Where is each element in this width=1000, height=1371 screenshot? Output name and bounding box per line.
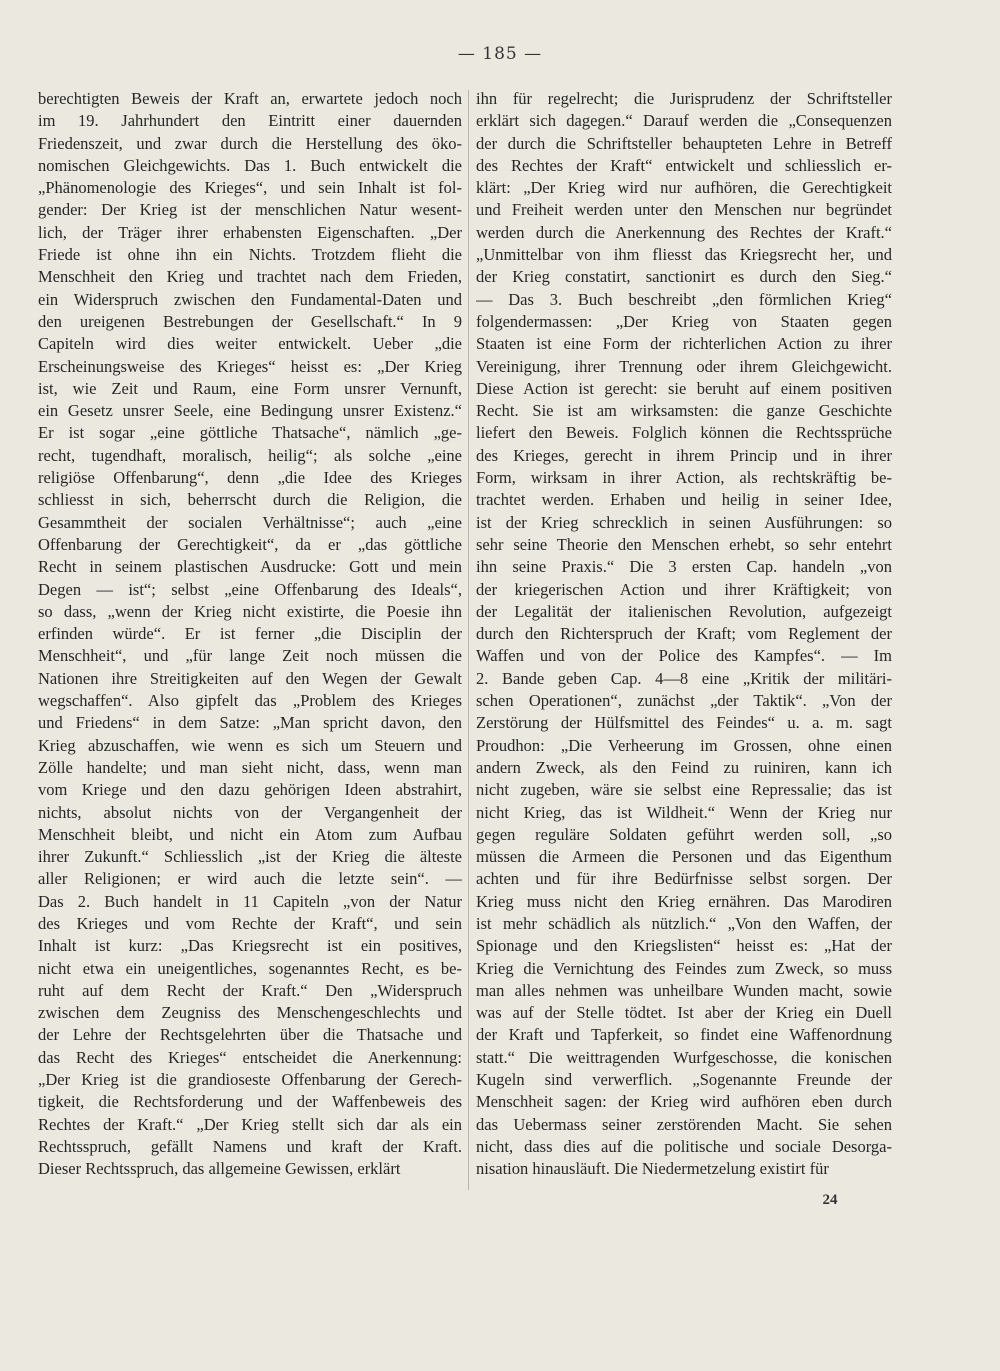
- text-line: „Der Krieg ist die grandioseste Offenbarung der Gerech-: [38, 1070, 462, 1090]
- text-line: andern Zweck, als den Feind zu ruiniren, kann ich: [476, 757, 892, 777]
- page-number: — 185 —: [457, 44, 543, 64]
- text-line: 2. Bande geben Cap. 4—8 eine „Kritik der militäri-: [476, 668, 892, 688]
- text-line: erklärt sich dagegen.“ Darauf werden die „Consequenzen: [476, 111, 892, 131]
- text-line: gender: Der Krieg ist der menschlichen Natur wesent-: [38, 200, 462, 220]
- text-line: der durch die Schriftsteller behaupteten Lehre in Betreff: [476, 133, 892, 153]
- text-line: Das 2. Buch handelt in 11 Capiteln „von der Natur: [38, 891, 462, 911]
- text-line: Dieser Rechtsspruch, das allgemeine Gewissen, erklärt: [38, 1159, 401, 1179]
- text-line: achten und für ihre Bedürfnisse selbst sorgen. Der: [476, 869, 892, 889]
- text-line: nicht etwa ein uneigentliches, sogenanntes Recht, es be-: [38, 958, 462, 978]
- text-line: Nationen ihre Streitigkeiten auf den Wegen der Gewalt: [38, 668, 462, 688]
- text-line: Spionage und den Kriegslisten“ heisst es: „Hat der: [476, 936, 892, 956]
- text-line: ist, wie Zeit und Raum, eine Form unsrer Vernunft,: [38, 378, 462, 398]
- text-line: Friedenszeit, und zwar durch die Herstellung des öko-: [38, 133, 462, 153]
- text-line: nicht zugeben, wäre sie selbst eine Repressalie; das ist: [476, 780, 892, 800]
- text-line: — Das 3. Buch beschreibt „den förmlichen Krieg“: [476, 289, 892, 309]
- text-line: Vereinigung, ihrer Trennung oder ihrem Gleichgewicht.: [476, 356, 892, 376]
- text-line: Menschheit bleibt, und nicht ein Atom zum Aufbau: [38, 824, 462, 844]
- text-line: Zerstörung der Hülfsmittel des Feindes“ u. a. m. sagt: [476, 713, 892, 733]
- text-line: Rechtsspruch, gefällt Namens und kraft der Kraft.: [38, 1136, 462, 1156]
- text-line: recht, tugendhaft, moralisch, heilig“; als solche „eine: [38, 445, 462, 465]
- text-line: schen Operationen“, zunächst „der Taktik“. „Von der: [476, 691, 892, 711]
- text-line: Rechtes der Kraft.“ „Der Krieg stellt sich dar als ein: [38, 1114, 462, 1134]
- text-line: Proudhon: „Die Verheerung im Grossen, ohne einen: [476, 735, 892, 755]
- text-line: „Unmittelbar von ihm fliesst das Kriegsrecht her, und: [476, 245, 892, 265]
- text-line: das Recht des Krieges“ entscheidet die Anerkennung:: [38, 1047, 462, 1067]
- text-line: werden durch die Anerkennung des Rechtes der Kraft.“: [476, 222, 892, 242]
- text-line: der Krieg constatirt, sanctionirt es durch den Sieg.“: [476, 267, 892, 287]
- text-line: Erscheinungsweise des Krieges“ heisst es: „Der Krieg: [38, 356, 462, 376]
- text-line: Offenbarung der Gerechtigkeit“, da er „das göttliche: [38, 534, 462, 554]
- text-line: wegschaffen“. Also gipfelt das „Problem des Krieges: [38, 691, 462, 711]
- text-line: ruht auf dem Recht der Kraft.“ Den „Widerspruch: [38, 980, 462, 1000]
- text-line: Form, wirksam in ihrer Action, als rechtskräftig be-: [476, 468, 892, 488]
- text-line: ihn seine Praxis.“ Die 3 ersten Cap. handeln „von: [476, 557, 892, 577]
- text-line: Menschheit den Krieg und trachtet nach dem Frieden,: [38, 267, 462, 287]
- printer-signature-mark: 24: [822, 1192, 838, 1208]
- text-line: ihn für regelrecht; die Jurisprudenz der Schriftsteller: [476, 89, 892, 108]
- text-line: man alles nehmen was unheilbare Wunden macht, sowie: [476, 980, 892, 1000]
- left-text-column: [38, 88, 462, 1181]
- text-line: ist der Krieg schrecklich in seinen Ausführungen: so: [476, 512, 892, 532]
- text-line: religiöse Offenbarung“, denn „die Idee des Krieges: [38, 468, 462, 488]
- text-line: Krieg die Vernichtung des Feindes zum Zweck, so muss: [476, 958, 892, 978]
- text-line: der Kraft und Tapferkeit, so findet eine Waffenordnung: [476, 1025, 892, 1045]
- text-line: liefert den Beweis. Folglich können die Rechtssprüche: [476, 423, 892, 443]
- text-line: Degen — ist“; selbst „eine Offenbarung des Ideals“,: [38, 579, 462, 599]
- text-line: Capiteln wird dies weiter entwickelt. Ueber „die: [38, 334, 462, 354]
- text-line: ist mehr schädlich als nützlich.“ „Von den Waffen, der: [476, 913, 892, 933]
- text-line: „Phänomenologie des Krieges“, und sein Inhalt ist fol-: [38, 178, 462, 198]
- text-line: Kugeln sind verwerflich. „Sogenannte Freunde der: [476, 1070, 892, 1090]
- text-line: trachtet werden. Erhaben und heilig in seiner Idee,: [476, 490, 892, 510]
- text-line: des Rechtes der Kraft“ entwickelt und schliesslich er-: [476, 155, 892, 175]
- text-line: Krieg muss nicht den Krieg ernähren. Das Marodiren: [476, 891, 892, 911]
- text-line: und Freiheit werden unter den Menschen nur begründet: [476, 200, 892, 220]
- text-line: Zölle handelte; und man sieht nicht, dass, wenn man: [38, 757, 462, 777]
- text-line: der kriegerischen Action und ihrer Kräftigkeit; von: [476, 579, 892, 599]
- text-line: nomischen Gleichgewichts. Das 1. Buch entwickelt die: [38, 155, 462, 175]
- text-line: das Uebermass seiner zerstörenden Macht. Sie sehen: [476, 1114, 892, 1134]
- text-line: Friede ist ohne ihn ein Nichts. Trotzdem flieht die: [38, 245, 462, 265]
- text-line: den ureigenen Bestrebungen der Gesellschaft.“ In 9: [38, 311, 462, 331]
- text-line: Recht. Sie ist am wirksamsten: die ganze Geschichte: [476, 401, 892, 421]
- text-line: im 19. Jahrhundert den Eintritt einer dauernden: [38, 111, 462, 131]
- text-line: Staaten ist eine Form der richterlichen Action zu ihrer: [476, 334, 892, 354]
- text-line: Menschheit sagen: der Krieg wird aufhören eben durch: [476, 1092, 892, 1112]
- text-line: Inhalt ist kurz: „Das Kriegsrecht ist ein positives,: [38, 936, 462, 956]
- text-line: berechtigten Beweis der Kraft an, erwartete jedoch noch: [38, 89, 462, 108]
- text-line: gegen reguläre Soldaten geführt werden soll, „so: [476, 824, 892, 844]
- text-line: Diese Action ist gerecht: sie beruht auf einem positiven: [476, 378, 892, 398]
- text-line: statt.“ Die weittragenden Wurfgeschosse, die konischen: [476, 1047, 892, 1067]
- text-line: ein Widerspruch zwischen den Fundamental-Daten und: [38, 289, 462, 309]
- text-line: der Legalität der italienischen Revolution, aufgezeigt: [476, 601, 892, 621]
- text-line: zwischen dem Zeugniss des Menschengeschlechts und: [38, 1003, 462, 1023]
- right-text-column: [476, 88, 892, 1181]
- text-line: Krieg abzuschaffen, wie wenn es sich um Steuern und: [38, 735, 462, 755]
- text-line: müssen die Armeen die Personen und das Eigenthum: [476, 847, 892, 867]
- text-line: Er ist sogar „eine göttliche Thatsache“, nämlich „ge-: [38, 423, 462, 443]
- text-line: folgendermassen: „Der Krieg von Staaten gegen: [476, 311, 892, 331]
- text-line: nicht, dass dies auf die politische und sociale Desorga-: [476, 1136, 892, 1156]
- text-line: ein Gesetz unsrer Seele, eine Bedingung unsrer Existenz.“: [38, 401, 462, 421]
- text-line: sehr seine Theorie den Menschen erhebt, so sehr entehrt: [476, 534, 892, 554]
- text-line: nisation hinausläuft. Die Niedermetzelung existirt für: [476, 1159, 829, 1179]
- text-line: erfinden würde“. Er ist ferner „die Disciplin der: [38, 624, 462, 644]
- text-line: nicht Krieg, das ist Wildheit.“ Wenn der Krieg nur: [476, 802, 892, 822]
- text-line: durch den Richterspruch der Kraft; vom Reglement der: [476, 624, 892, 644]
- text-line: aller Religionen; er wird auch die letzte sein“. —: [38, 869, 462, 889]
- column-divider: [468, 90, 469, 1190]
- text-line: so dass, „wenn der Krieg nicht existirte, die Poesie ihn: [38, 601, 462, 621]
- text-line: tigkeit, die Rechtsforderung und der Waffenbeweis des: [38, 1092, 462, 1112]
- text-line: Recht in seinem plastischen Ausdrucke: Gott und mein: [38, 557, 462, 577]
- text-line: Menschheit“, und „für lange Zeit noch müssen die: [38, 646, 462, 666]
- text-line: schliesst in sich, beherrscht durch die Religion, die: [38, 490, 462, 510]
- text-line: des Krieges, gerecht in ihrem Princip und in ihrer: [476, 445, 892, 465]
- text-line: und Friedens“ in dem Satze: „Man spricht davon, den: [38, 713, 462, 733]
- text-line: Gesammtheit der socialen Verhältnisse“; auch „eine: [38, 512, 462, 532]
- text-line: des Krieges und vom Rechte der Kraft“, und sein: [38, 913, 462, 933]
- text-line: klärt: „Der Krieg wird nur aufhören, die Gerechtigkeit: [476, 178, 892, 198]
- text-line: was auf der Stelle tödtet. Ist aber der Krieg ein Duell: [476, 1003, 892, 1023]
- text-line: der Lehre der Rechtsgelehrten über die Thatsache und: [38, 1025, 462, 1045]
- text-line: ihrer Zukunft.“ Schliesslich „ist der Krieg die älteste: [38, 847, 462, 867]
- text-line: lich, der Träger ihrer erhabensten Eigenschaften. „Der: [38, 222, 462, 242]
- text-line: nichts, absolut nichts von der Vergangenheit der: [38, 802, 462, 822]
- text-line: Waffen und von der Police des Kampfes“. — Im: [476, 646, 892, 666]
- text-line: vom Kriege und den dazu gehörigen Ideen abstrahirt,: [38, 780, 462, 800]
